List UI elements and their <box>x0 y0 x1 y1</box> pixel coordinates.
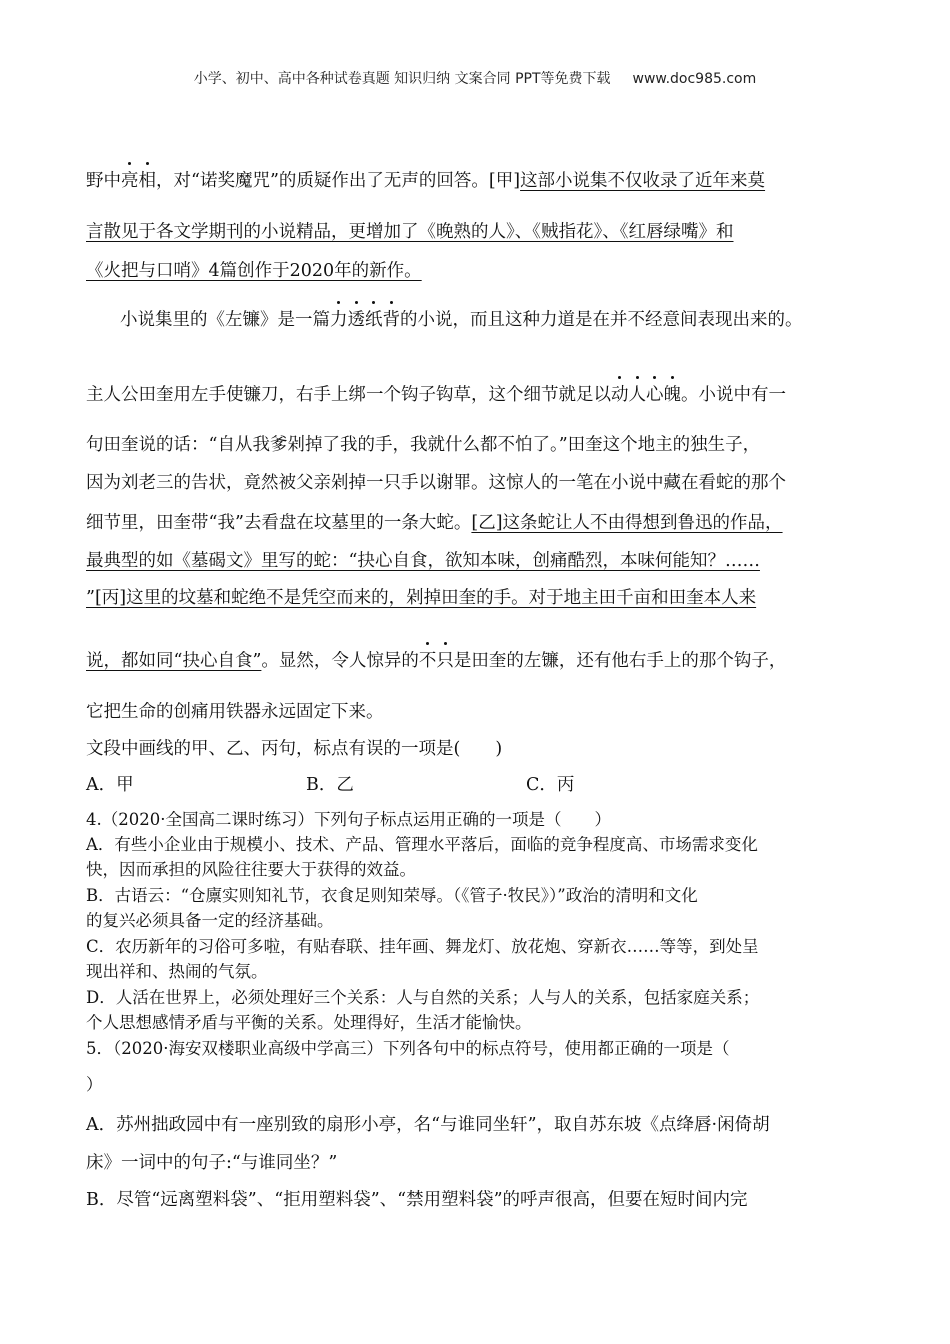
q4-stem: 4.（2020·全国高二课时练习）下列句子标点运用正确的一项是（ ） <box>86 810 611 829</box>
passage-line-5 <box>86 382 786 408</box>
passage-text: 的小说，而且这种力道是在并不经意间表现出来的。 <box>400 310 803 330</box>
emphasis-char: 人 <box>629 382 647 408</box>
passage-text: 是田奎的左镰，还有他右手上的那个钩子， <box>453 651 787 671</box>
q4-option-a[interactable]: A．有些小企业由于规模小、技术、产品、管理水平落后，面临的竞争程度高、市场需求变化 <box>86 835 758 854</box>
q5-option-a[interactable]: A．苏州拙政园中有一座别致的扇形小亭，名“与谁同坐轩”，取自苏东坡《点绛唇·闲倚胡 <box>86 1115 770 1135</box>
passage-line-9: 最典型的如《墓碣文》里写的蛇：“抉心自食，欲知本味，创痛酷烈，本味何能知？…… <box>86 551 760 571</box>
q4-option-b-cont: 的复兴必须具备一定的经济基础。 <box>86 911 334 930</box>
q4-option-d-cont: 个人思想感情矛盾与平衡的关系。处理得好，生活才能愉快。 <box>86 1013 532 1032</box>
emphasis-char: 纸 <box>365 307 383 333</box>
emphasis-char: 背 <box>383 307 401 333</box>
passage-text: 细节里，田奎带“我”去看盘在坟墓里的一条大蛇。 <box>86 513 472 533</box>
passage-line-11 <box>86 648 786 674</box>
q3-option-b[interactable]: B．乙 <box>306 775 354 795</box>
passage-line-8 <box>86 510 783 536</box>
emphasis-char: 不 <box>419 648 437 674</box>
q5-option-b[interactable]: B．尽管“远离塑料袋”、“拒用塑料袋”、“禁用塑料袋”的呼声很高，但要在短时间内完 <box>86 1190 748 1210</box>
passage-line-6: 句田奎说的话：“自从我爹剁掉了我的手，我就什么都不怕了。”田奎这个地主的独生子， <box>86 435 761 455</box>
underlined-sentence-bing: 说，都如同“抉心自食” <box>86 651 262 671</box>
passage-text: 野中 <box>86 171 121 191</box>
underlined-sentence-yi: [乙]这条蛇让人不由得想到鲁迅的作品， <box>471 513 783 533</box>
underlined-sentence-jia: 这部小说集不仅收录了近年来莫 <box>520 171 766 191</box>
passage-text: 。显然，令人惊异的 <box>261 651 419 671</box>
q4-option-c-cont: 现出祥和、热闹的气氛。 <box>86 962 268 981</box>
header-text: 小学、初中、高中各种试卷真题 知识归纳 文案合同 PPT等免费下载 <box>193 71 611 87</box>
q3-options <box>86 772 574 798</box>
emphasis-char: 相 <box>139 168 157 194</box>
passage-line-2: 言散见于各文学期刊的小说精品，更增加了《晚熟的人》、《贼指花》、《红唇绿嘴》和 <box>86 222 734 242</box>
emphasis-char: 亮 <box>121 168 139 194</box>
q4-option-a-cont: 快，因而承担的风险往往要大于获得的效益。 <box>86 860 416 879</box>
q4-option-c[interactable]: C．农历新年的习俗可多啦，有贴春联、挂年画、舞龙灯、放花炮、穿新衣……等等，到处呈 <box>86 937 759 956</box>
q4-option-b[interactable]: B．古语云：“仓廪实则知礼节，衣食足则知荣辱。（《管子·牧民》）”政治的清明和文化 <box>86 886 698 905</box>
marker-jia: [甲] <box>488 171 521 191</box>
passage-text: ，对“诺奖魔咒”的质疑作出了无声的回答。 <box>156 171 489 191</box>
emphasis-char: 只 <box>436 648 454 674</box>
passage-line-4 <box>120 307 803 333</box>
q5-stem-cont: ） <box>86 1075 103 1094</box>
emphasis-char: 力 <box>330 307 348 333</box>
emphasis-char: 动 <box>611 382 629 408</box>
passage-text: 小说集里的《左镰》是一篇 <box>120 310 330 330</box>
passage-line-10: ”[丙]这里的坟墓和蛇绝不是凭空而来的，剁掉田奎的手。对于地主田千亩和田奎本人来 <box>86 588 757 608</box>
emphasis-char: 透 <box>348 307 366 333</box>
q5-stem: 5．（2020·海安双楼职业高级中学高三）下列各句中的标点符号，使用都正确的一项是（ <box>86 1039 730 1058</box>
q5-option-a-cont: 床》一词中的句子:“与谁同坐？” <box>86 1153 338 1173</box>
passage-line-1 <box>86 168 765 194</box>
passage-text: 主人公田奎用左手使镰刀，右手上绑一个钩子钩草，这个细节就足以 <box>86 385 611 405</box>
page-header <box>0 68 950 88</box>
passage-line-7: 因为刘老三的告状，竟然被父亲剁掉一只手以谢罪。这惊人的一笔在小说中藏在看蛇的那个 <box>86 473 786 493</box>
q3-stem: 文段中画线的甲、乙、丙句，标点有误的一项是( ) <box>86 739 503 759</box>
header-url[interactable]: www.doc985.com <box>632 71 757 87</box>
emphasis-char: 魄 <box>664 382 682 408</box>
q3-option-a[interactable]: A．甲 <box>86 775 134 795</box>
passage-text: 。小说中有一 <box>681 385 786 405</box>
passage-line-12: 它把生命的创痛用铁器永远固定下来。 <box>86 702 384 722</box>
q3-option-c[interactable]: C．丙 <box>526 775 575 795</box>
emphasis-char: 心 <box>646 382 664 408</box>
q4-option-d[interactable]: D．人活在世界上，必须处理好三个关系：人与自然的关系；人与人的关系，包括家庭关系； <box>86 988 760 1007</box>
passage-line-3: 《火把与口哨》4篇创作于2020年的新作。 <box>86 261 422 281</box>
